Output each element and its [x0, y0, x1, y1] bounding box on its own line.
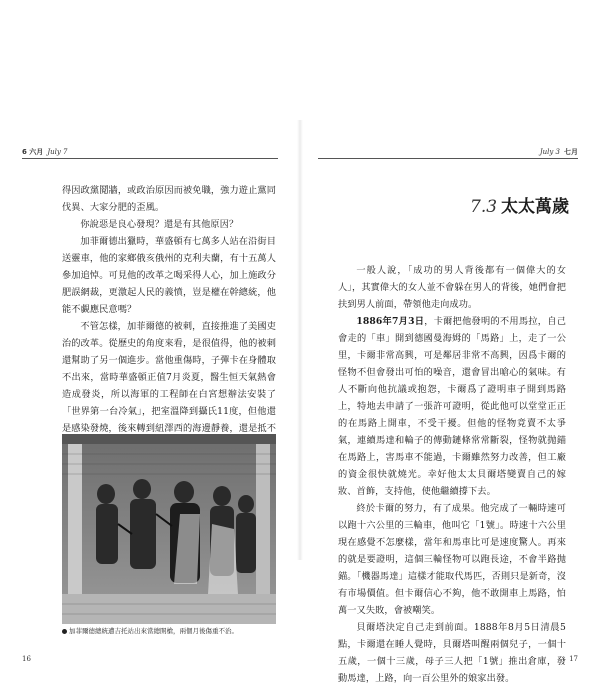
header-rule [22, 158, 278, 159]
running-head-chapter: 七月 [564, 148, 578, 156]
paragraph: 你說惡是良心發現？還是有其他原因？ [80, 219, 239, 230]
paragraph: 不管怎樣，加菲爾德的被刺，直接推進了美國吏治的改革。從歷史的角度來看，是很值得，他的被刺還幫助了另一個進步。當他重傷時，子彈卡在身體取不出來，當時華盛頓正值7月炎夏，醫生恒天氣熱會造成發炎，所以海軍的工程師在白宮想辦法安裝了「世界第一台冷氣」，把室溫降到攝氏11度，但他還是感染發燒，後來轉到紐澤西的海邊靜養，還是抵不 [62, 321, 276, 434]
paragraph: 1886年7月3日，卡爾把他發明的不用馬拉，自己會走的「車」開到德國曼海姆的「馬路」上，走了一公里，卡爾非常高興，可是鄰居非常不高興，因爲卡爾的怪物不但會發出可怕的噪音，還會冒出嗆心的氣味。有人不斷向他抗議或抱怨，卡爾爲了證明車子開到馬路上，特地去申請了一張許可證明，從此他可以堂堂正正的在馬路上開車，不受干擾。但他的怪物竟賣不太爭氣，連續馬達和輪子的傳動鏈條常常斷裂，怪物就抛錨在馬路上，害馬車不能過，卡爾雖然努力改善，但工廠的資金很快就燒光。幸好他太太貝爾塔變賣自己的嫁妝、首飾，支持他，使他繼續撐下去。 [338, 316, 566, 497]
figure-caption [62, 627, 284, 636]
running-head-month: July 3 [539, 148, 560, 156]
section-heading [470, 192, 569, 217]
left-running-head [22, 147, 72, 157]
running-head-chapter: 6 六月 [22, 148, 44, 156]
section-title: 太太萬歲 [501, 197, 570, 217]
bullet-icon [62, 629, 67, 634]
paragraph: 終於卡爾的努力，有了成果。他完成了一輛時速可以跑十六公里的三輪車，他叫它「1號」。時速十六公里現在感覺不怎麼樣，當年和馬車比可是速度驚人。再來的就是要證明，這個三輪怪物可以跑長途，不會半路抛錨。「機器馬達」這樣才能取代馬匹，否則只是新奇，沒有市場價值。但卡爾信心不夠，他不敢開車上馬路，怕萬一又失敗，會被嘲笑。 [338, 503, 566, 616]
section-number: 7.3 [470, 197, 498, 217]
right-page [300, 0, 600, 695]
right-running-head [536, 147, 578, 157]
header-rule [318, 158, 578, 159]
engraving-illustration-icon [62, 434, 276, 624]
date-emphasis: 1886年7月3日 [356, 316, 425, 327]
paragraph: 貝爾塔決定自己走到前面。1888年8月5日清晨5點，卡爾還在睡人覺時，貝爾塔叫醒兩個兒子，一個十五歲，一個十三歲，母子三人把「1號」推出倉庫，發動馬達，上路，向一百公里外的娘家出發。 [338, 622, 566, 684]
paragraph: 加菲爾德出獵時，華盛頓有七萬多人站在沿街目送靈車，他的家鄉俄亥俄州的克利夫蘭，有十五萬人參加追悼。可見他的改革之喝采得人心，加上施政分肥誤網裁，更激起人民的義憤，豈是權在幹總統，他能不覷應民意嗎？ [62, 236, 276, 315]
running-head-month: July 7 [47, 148, 68, 156]
paragraph: 得因政黨鬩牆，或政治原因而被免職，強力遊止黨同伐異、大家分肥的歪風。 [62, 185, 276, 213]
page-number: 17 [569, 655, 578, 663]
right-body-text [338, 262, 566, 687]
caption-text: 加菲爾德總統遭吉托站出來當總開槍，兩個月後傷重不治。 [69, 627, 238, 635]
paragraph: 一般人說，「成功的男人背後都有一個偉大的女人」，其實偉大的女人並不會躲在男人的背後，她們會把扶到男人前面，帶領他走向成功。 [338, 265, 566, 310]
page-number: 16 [22, 655, 31, 663]
